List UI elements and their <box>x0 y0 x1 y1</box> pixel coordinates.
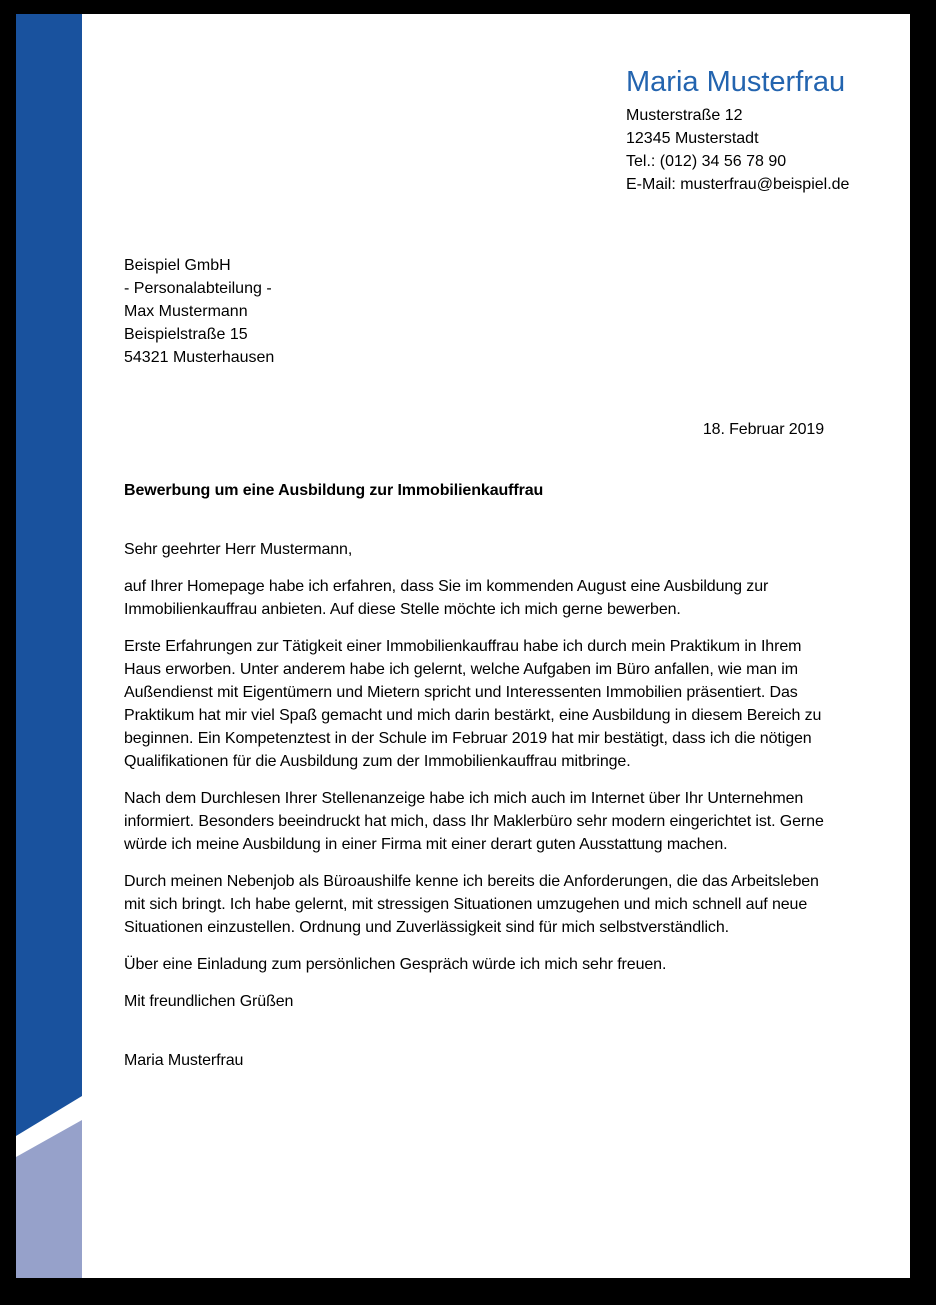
signature-name: Maria Musterfrau <box>124 1052 244 1069</box>
paragraph-invitation: Über eine Einladung zum persönlichen Gespräch würde ich mich sehr freuen. <box>124 956 667 973</box>
sender-street: Musterstraße 12 <box>626 107 743 124</box>
left-accent-stripe <box>16 14 82 1278</box>
recipient-street: Beispielstraße 15 <box>124 326 248 343</box>
closing: Mit freundlichen Grüßen <box>124 993 294 1010</box>
recipient-block <box>124 254 274 369</box>
paragraph-skills: Durch meinen Nebenjob als Büroaushilfe kenne ich bereits die Anforderungen, die das Arbeitsleben mit sich bringt. Ich habe gelernt, mit stressigen Situationen umzugehen und mich schnell auf neue Situationen einzustellen. Ordnung und Zuverlässigkeit sind für mich selbstverständlich. <box>124 873 819 936</box>
paragraph-intro: auf Ihrer Homepage habe ich erfahren, dass Sie im kommenden August eine Ausbildung zur Immobilienkauffrau anbieten. Auf diese Stelle möchte ich mich gerne bewerben. <box>124 578 769 618</box>
subject-line: Bewerbung um eine Ausbildung zur Immobilienkauffrau <box>124 482 544 499</box>
paragraph-experience: Erste Erfahrungen zur Tätigkeit einer Immobilienkauffrau habe ich durch mein Praktikum in Ihrem Haus erworben. Unter anderem habe ich gelernt, welche Aufgaben im Büro anfallen, wie man im Außendienst mit Eigentümern und Mietern spricht und Interessenten Immobilien präsentiert. Das Praktikum hat mir viel Spaß gemacht und mich darin bestärkt, eine Ausbildung in diesem Bereich zu beginnen. Ein Kompetenztest in der Schule im Februar 2019 hat mir bestätigt, dass ich die nötigen Qualifikationen für die Ausbildung zum der Immobilienkauffrau mitbringe. <box>124 638 822 770</box>
recipient-contact: Max Mustermann <box>124 303 248 320</box>
paragraph-company: Nach dem Durchlesen Ihrer Stellenanzeige habe ich mich auch im Internet über Ihr Unternehmen informiert. Besonders beeindruckt hat mich, dass Ihr Maklerbüro sehr modern eingerichtet ist. Gerne würde ich meine Ausbildung in einer Firma mit einer derart guten Ausstattung machen. <box>124 790 824 853</box>
letter-page <box>16 14 910 1278</box>
sender-email: E-Mail: musterfrau@beispiel.de <box>626 176 850 193</box>
recipient-company: Beispiel GmbH <box>124 257 231 274</box>
sender-block <box>626 64 849 196</box>
salutation: Sehr geehrter Herr Mustermann, <box>124 541 353 558</box>
letter-body <box>124 418 824 1072</box>
letter-date: 18. Februar 2019 <box>702 421 824 438</box>
recipient-city: 54321 Musterhausen <box>124 349 275 366</box>
stripe-dark-blue-shape <box>16 14 82 1278</box>
sender-phone: Tel.: (012) 34 56 78 90 <box>626 153 787 170</box>
sender-city: 12345 Musterstadt <box>626 130 759 147</box>
sender-name: Maria Musterfrau <box>626 66 846 98</box>
recipient-department: - Personalabteilung - <box>124 280 272 297</box>
